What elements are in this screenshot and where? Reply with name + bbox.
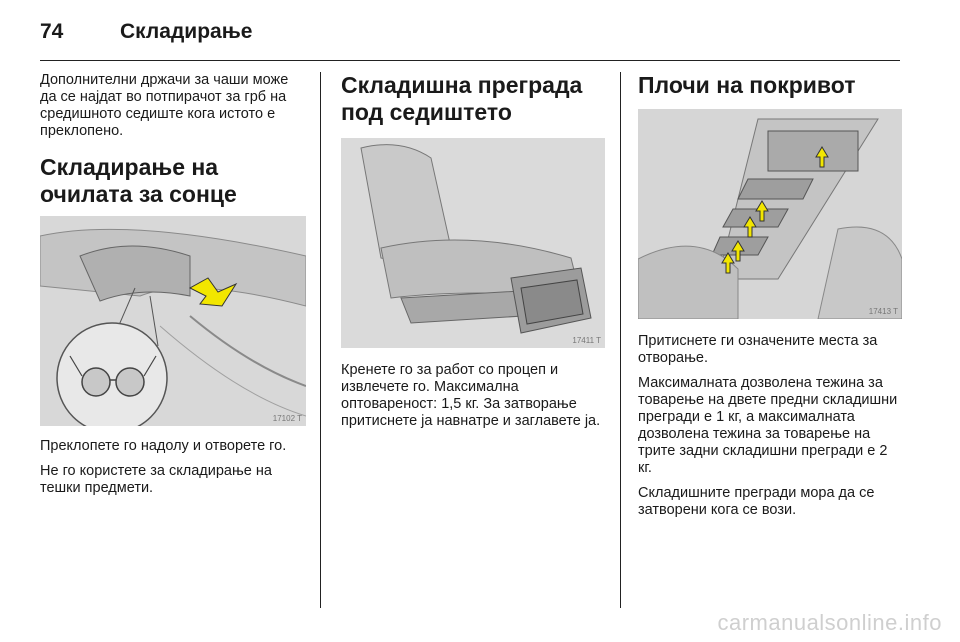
watermark-text: carmanualsonline.info bbox=[717, 610, 942, 635]
under-seat-text: Кренете го за работ со процеп и извлечете го. Максимална оптовареност: 1,5 кг. За затворање притиснете ја навнатре и заглавете ја. bbox=[341, 362, 601, 429]
column-divider bbox=[320, 72, 321, 608]
under-seat-illustration bbox=[341, 138, 605, 348]
sunglasses-heading: Складирање на очилата за сонце bbox=[40, 154, 237, 207]
column-roof-panels bbox=[638, 72, 902, 527]
page-header bbox=[40, 14, 900, 61]
cupholder-intro-text: Дополнителни држачи за чаши може да се најдат во потпирачот за грб на средишното седиште кога истото е преклопено. bbox=[40, 72, 289, 139]
figure-code: 17413 T bbox=[868, 307, 898, 316]
roof-panels-illustration bbox=[638, 109, 902, 319]
page-title: Складирање bbox=[120, 20, 253, 43]
roof-panels-text-weight: Максималната дозволена тежина за товарење на двете предни складишни прегради е 1 кг, а максималната дозволена тежина за товарење на трите задни складишни прегради е 2 кг. bbox=[638, 375, 898, 476]
sunglasses-text-open: Преклопете го надолу и отворете го. bbox=[40, 438, 287, 454]
roof-panels-text-closed: Складишните прегради мора да се затворени кога се вози. bbox=[638, 485, 875, 518]
column-sunglasses bbox=[40, 72, 306, 505]
roof-panels-text-open: Притиснете ги означените места за отворање. bbox=[638, 333, 878, 366]
roof-console-drawing bbox=[638, 109, 902, 319]
seat-drawer-drawing bbox=[341, 138, 605, 348]
figure-code: 17411 T bbox=[572, 336, 601, 345]
sunglasses-text-warning: Не го користете за складирање на тешки предмети. bbox=[40, 463, 272, 496]
column-divider bbox=[620, 72, 621, 608]
page-number: 74 bbox=[40, 20, 64, 43]
sunglasses-illustration bbox=[40, 216, 306, 426]
magnifier-circle bbox=[57, 323, 167, 426]
roof-panels-heading: Плочи на покривот bbox=[638, 72, 856, 98]
figure-code: 17102 T bbox=[272, 414, 302, 423]
column-under-seat bbox=[341, 72, 607, 438]
under-seat-heading: Складишна преграда под седиштето bbox=[341, 72, 583, 125]
sunglasses-holder-drawing bbox=[40, 216, 306, 426]
